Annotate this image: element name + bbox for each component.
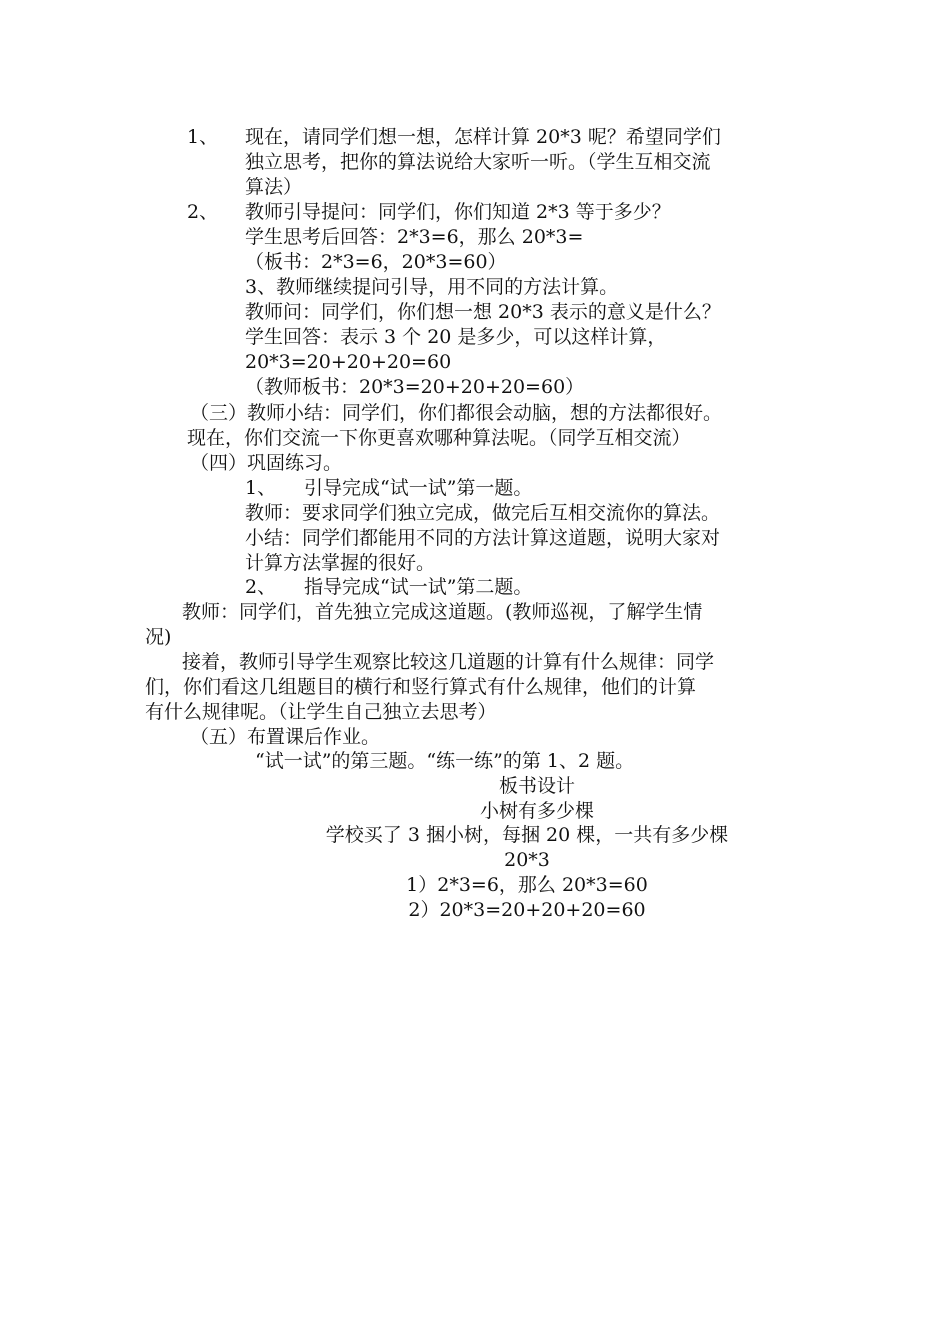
board-problem: 学校买了 3 捆小树，每捆 20 棵，一共有多少棵 — [325, 824, 729, 846]
section-3-line-1: （三）教师小结：同学们，你们都很会动脑，想的方法都很好。 — [190, 402, 723, 424]
board-heading: 板书设计 — [498, 775, 575, 797]
section-4-title: （四）巩固练习。 — [190, 452, 343, 474]
item-2-number: 2、 — [187, 201, 219, 223]
practice-2-title: 指导完成“试一试”第二题。 — [304, 576, 533, 598]
practice-1-line-3: 计算方法掌握的很好。 — [245, 552, 436, 574]
item-1-number: 1、 — [187, 126, 219, 148]
board-expression: 20*3 — [504, 849, 550, 871]
paragraph-1-line-2: 况) — [145, 626, 172, 648]
practice-1-title: 引导完成“试一试”第一题。 — [304, 477, 533, 499]
item-2-line-2: 学生思考后回答：2*3=6，那么 20*3= — [245, 226, 584, 248]
homework-line: “试一试”的第三题。“练一练”的第 1、2 题。 — [255, 750, 635, 772]
practice-1-line-2: 小结：同学们都能用不同的方法计算这道题，说明大家对 — [245, 527, 721, 549]
board-title: 小树有多少棵 — [479, 800, 594, 822]
paragraph-2-line-2: 们，你们看这几组题目的横行和竖行算式有什么规律，他们的计算 — [145, 676, 697, 698]
board-method-1: 1）2*3=6，那么 20*3=60 — [406, 874, 648, 896]
paragraph-2-line-1: 接着，教师引导学生观察比较这几道题的计算有什么规律：同学 — [182, 651, 715, 673]
item-1-line-3: 算法） — [245, 176, 303, 198]
board-method-2: 2）20*3=20+20+20=60 — [408, 899, 646, 921]
item-2-line-6: 学生回答：表示 3 个 20 是多少，可以这样计算， — [245, 326, 667, 348]
paragraph-2-line-3: 有什么规律呢。（让学生自己独立去思考） — [145, 701, 497, 723]
item-1-line-2: 独立思考，把你的算法说给大家听一听。（学生互相交流 — [245, 151, 711, 173]
section-3-line-2: 现在，你们交流一下你更喜欢哪种算法呢。（同学互相交流） — [187, 427, 691, 449]
item-2-line-7: 20*3=20+20+20=60 — [245, 351, 452, 373]
item-2-line-3: （板书：2*3=6，20*3=60） — [245, 251, 507, 273]
practice-1-number: 1、 — [245, 477, 277, 499]
item-2-line-8: （教师板书：20*3=20+20+20=60） — [245, 376, 585, 398]
item-2-line-5: 教师问：同学们，你们想一想 20*3 表示的意义是什么？ — [245, 301, 721, 323]
practice-2-number: 2、 — [245, 576, 277, 598]
item-2-line-1: 教师引导提问：同学们，你们知道 2*3 等于多少？ — [245, 201, 671, 223]
practice-1-line-1: 教师：要求同学们独立完成，做完后互相交流你的算法。 — [245, 502, 721, 524]
paragraph-1-line-1: 教师：同学们，首先独立完成这道题。(教师巡视，了解学生情 — [182, 601, 703, 623]
section-5-title: （五）布置课后作业。 — [190, 726, 381, 748]
item-2-line-4: 3、教师继续提问引导，用不同的方法计算。 — [245, 276, 619, 298]
item-1-line-1: 现在，请同学们想一想，怎样计算 20*3 呢？希望同学们 — [245, 126, 721, 148]
